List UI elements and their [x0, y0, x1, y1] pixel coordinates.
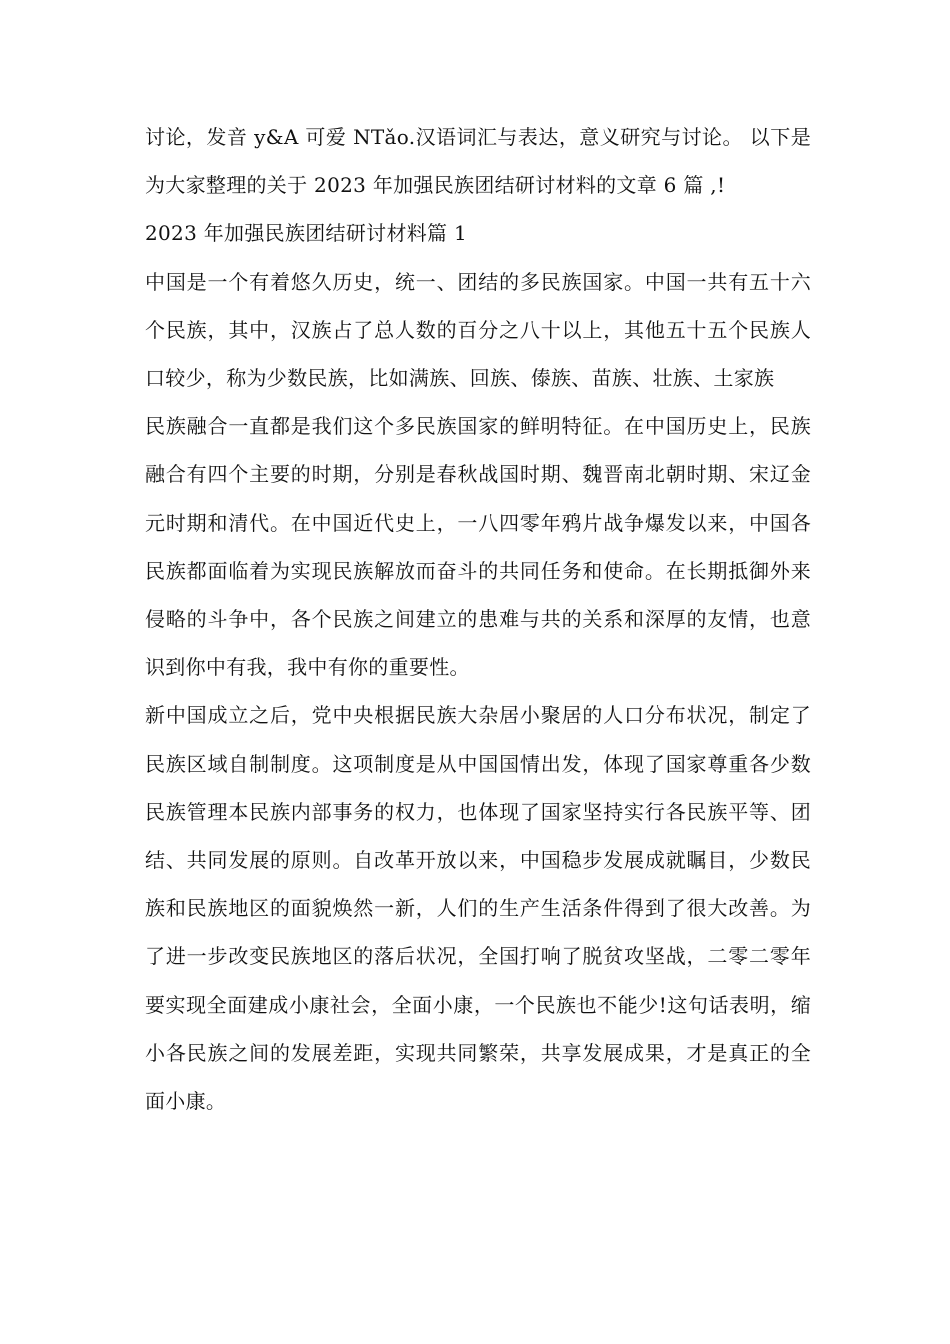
- document-body: [145, 113, 811, 1125]
- paragraph-new-china: 新中国成立之后，党中央根据民族大杂居小聚居的人口分布状况，制定了民族区域自制制度。这项制度是从中国国情出发，体现了国家尊重各少数民族管理本民族内部事务的权力，也体现了国家坚持实行各民族平等、团结、共同发展的原则。自改革开放以来，中国稳步发展成就瞩目，少数民族和民族地区的面貌焕然一新，人们的生产生活条件得到了很大改善。为了进一步改变民族地区的落后状况，全国打响了脱贫攻坚战，二零二零年要实现全面建成小康社会，全面小康，一个民族也不能少!这句话表明，缩小各民族之间的发展差距，实现共同繁荣，共享发展成果，才是真正的全面小康。: [145, 703, 811, 1114]
- paragraph-nations: 中国是一个有着悠久历史，统一、团结的多民族国家。中国一共有五十六个民族，其中，汉族占了总人数的百分之八十以上，其他五十五个民族人口较少，称为少数民族，比如满族、回族、傣族、苗族、壮族、土家族: [145, 269, 811, 391]
- section-heading: 2023 年加强民族团结研讨材料篇 1: [145, 221, 468, 246]
- paragraph-fusion-history: 民族融合一直都是我们这个多民族国家的鲜明特征。在中国历史上，民族融合有四个主要的时期，分别是春秋战国时期、魏晋南北朝时期、宋辽金元时期和清代。在中国近代史上，一八四零年鸦片战争爆发以来，中国各民族都面临着为实现民族解放而奋斗的共同任务和使命。在长期抵御外来侵略的斗争中，各个民族之间建立的患难与共的关系和深厚的友情，也意识到你中有我，我中有你的重要性。: [145, 414, 811, 680]
- paragraph-intro: 讨论，发音 y&A 可爱 NTǎo.汉语词汇与表达，意义研究与讨论。 以下是为大家整理的关于 2023 年加强民族团结研讨材料的文章 6 篇 ,!: [145, 125, 811, 198]
